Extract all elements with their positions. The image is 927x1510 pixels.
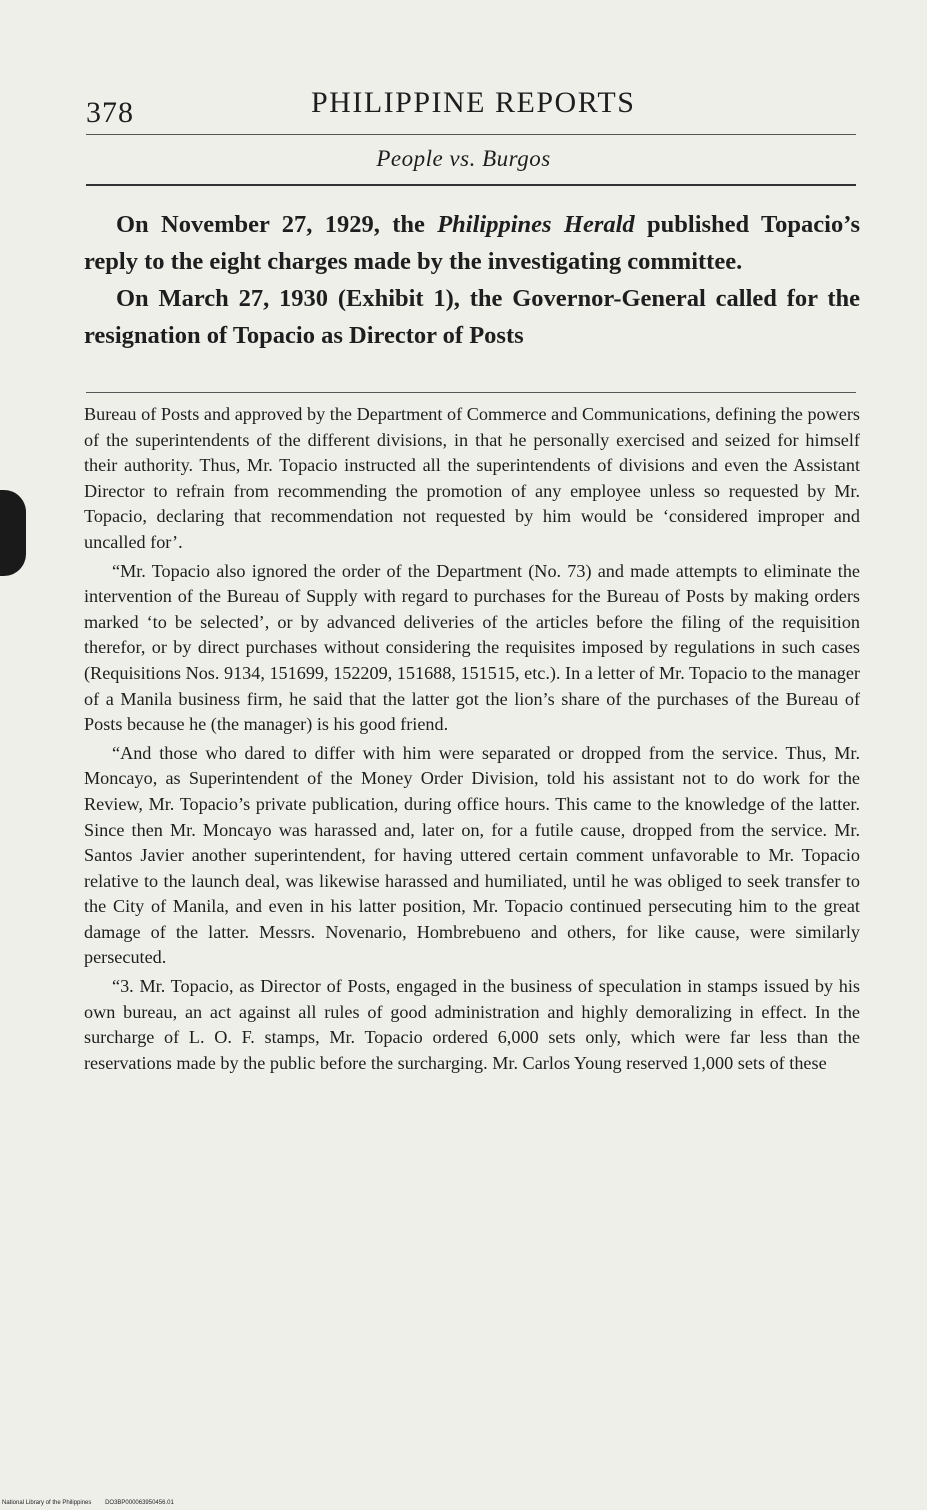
page-header <box>86 86 856 136</box>
case-title-rule <box>86 184 856 186</box>
main-paragraph-2: On March 27, 1930 (Exhibit 1), the Governor-General called for the resignation of Topacio as Director of Posts <box>84 285 860 349</box>
newspaper-name: Philippines Herald <box>437 211 635 238</box>
footnote-rule <box>86 392 856 393</box>
main-text <box>84 206 860 354</box>
header-rule <box>86 134 856 135</box>
footnote-block <box>84 402 860 1076</box>
footer-source: National Library of the Philippines <box>2 1500 92 1506</box>
main-paragraph-1: On November 27, 1929, the Philippines Herald published Topacio’s reply to the eight charges made by the investigating committee. <box>84 211 860 275</box>
scan-footer <box>2 1500 186 1506</box>
footer-id: DO3BP000063950456.01 <box>105 1500 174 1506</box>
scan-thumb-shadow <box>0 490 26 576</box>
footnote-paragraph: “3. Mr. Topacio, as Director of Posts, engaged in the business of speculation in stamps issued by his own bureau, an act against all rules of good administration and highly demoralizing in effect. In the surcharge of L. O. F. stamps, Mr. Topacio ordered 6,000 sets only, which were far less than the reservations made by the public before the surcharging. Mr. Carlos Young reserved 1,000 sets of these <box>84 976 860 1073</box>
footnote-paragraph: Bureau of Posts and approved by the Department of Commerce and Communications, defining the powers of the superintendents of the different divisions, in that he personally exercised and seized for himself their authority. Thus, Mr. Topacio instructed all the superintendents of divisions and even the Assistant Director to refrain from recommending the promotion of any employee unless so requested by Mr. Topacio, declaring that recommendation not requested by him would be ‘considered improper and uncalled for’. <box>84 404 860 552</box>
footnote-paragraph: “Mr. Topacio also ignored the order of the Department (No. 73) and made attempts to eliminate the intervention of the Bureau of Supply with regard to purchases for the Bureau of Posts by making orders marked ‘to be selected’, or by advanced deliveries of the articles before the filing of the requisition therefor, or by direct purchases without considering the requisites imposed by regulations in such cases (Requisitions Nos. 9134, 151699, 152209, 151688, 151515, etc.). In a letter of Mr. Topacio to the manager of a Manila business firm, he said that the latter got the lion’s share of the purchases of the Bureau of Posts because he (the manager) is his good friend. <box>84 560 860 735</box>
running-title: PHILIPPINE REPORTS <box>311 86 636 119</box>
footnote-paragraph: “And those who dared to differ with him were separated or dropped from the service. Thus, Mr. Moncayo, as Superintendent of the Money Order Division, told his assistant not to do work for the Review, Mr. Topacio’s private publication, during office hours. This came to the knowledge of the latter. Since then Mr. Moncayo was harassed and, later on, for a futile cause, dropped from the service. Mr. Santos Javier another superintendent, for having uttered certain comment unfavorable to Mr. Topacio relative to the launch deal, was likewise harassed and humiliated, until he was obliged to seek transfer to the City of Manila, and even in his latter position, Mr. Topacio continued persecuting him to the great damage of the latter. Messrs. Novenario, Hombrebueno and others, for like cause, were similarly persecuted. <box>84 742 860 968</box>
case-title: People vs. Burgos <box>376 146 551 171</box>
page-number: 378 <box>86 96 134 129</box>
